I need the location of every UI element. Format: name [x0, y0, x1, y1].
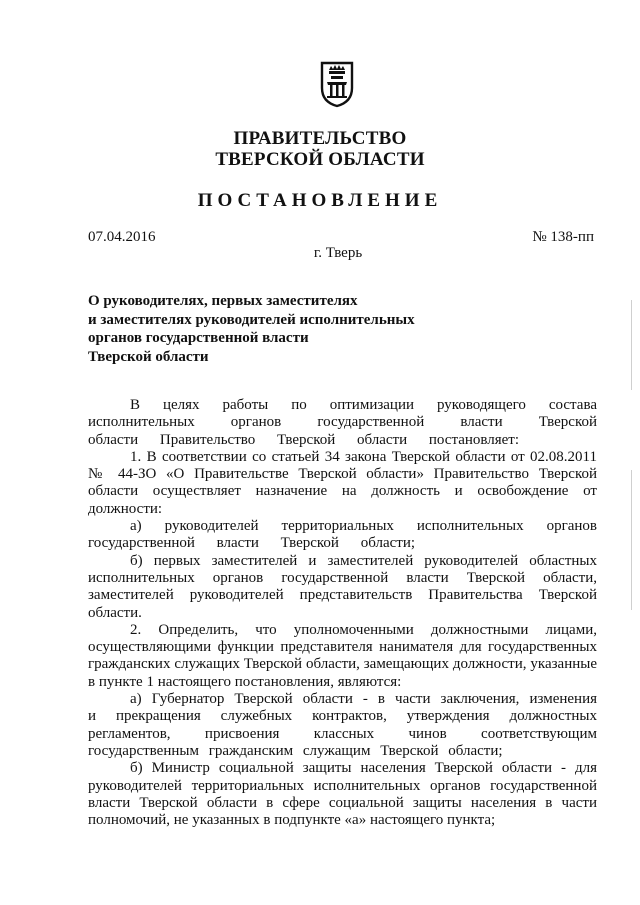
subject-line-2: и заместителях руководителей исполнительных: [88, 311, 415, 328]
document-date: 07.04.2016: [88, 229, 156, 245]
body-paragraph-item-2b: б) Министр социальной защиты населения Тверской области - для руководителей территориальных исполнительных органов государственной власти Тверской области в сфере социальной защиты населения в части полномочий, не указанных в подпункте «а» настоящего пункта;: [88, 760, 597, 829]
scan-edge-mark: [631, 470, 632, 610]
document-subject: [88, 292, 468, 366]
scan-edge-mark: [631, 300, 632, 390]
subject-line-4: Тверской области: [88, 348, 209, 365]
subject-line-3: органов государственной власти: [88, 330, 309, 346]
coat-of-arms-icon: [319, 60, 355, 108]
document-body: [88, 397, 597, 829]
body-paragraph-item-1: 1. В соответствии со статьей 34 закона Тверской области от 02.08.2011 № 44-ЗО «О Правительстве Тверской области» Правительство Тверской области осуществляет назначение на должность и освобождение от должности:: [88, 448, 597, 517]
document-type-title: ПОСТАНОВЛЕНИЕ: [197, 190, 443, 211]
subject-line-1: О руководителях, первых заместителях: [88, 293, 358, 309]
body-paragraph-item-1a: а) руководителей территориальных исполнительных органов государственной власти Тверской области;: [88, 518, 597, 552]
body-paragraph-item-2: 2. Определить, что уполномоченными должностными лицами, осуществляющими функции представителя нанимателя для государственных гражданских служащих Тверской области, замещающих должности, указанные в пункте 1 настоящего постановления, являются:: [88, 621, 597, 690]
body-paragraph-item-2a: а) Губернатор Тверской области - в части заключения, изменения и прекращения служебных контрактов, утверждения должностных регламентов, присвоения классных чинов соответствующим государственным гражданским служащим Тверской области;: [88, 691, 597, 759]
government-header: [0, 128, 640, 170]
document-city: г. Тверь: [313, 245, 363, 261]
header-line-2: ТВЕРСКОЙ ОБЛАСТИ: [215, 149, 425, 170]
body-paragraph-item-1b: б) первых заместителей и заместителей руководителей областных исполнительных органов государственной власти Тверской области, заместителей руководителей представительств Правительства Тверской области.: [88, 552, 597, 621]
document-number: № 138-пп: [532, 229, 594, 245]
header-line-1: ПРАВИТЕЛЬСТВО: [233, 128, 407, 149]
body-paragraph-preamble: В целях работы по оптимизации руководящего состава исполнительных органов государственной власти Тверской области Правительство Тверской области постановляет:: [88, 397, 597, 448]
